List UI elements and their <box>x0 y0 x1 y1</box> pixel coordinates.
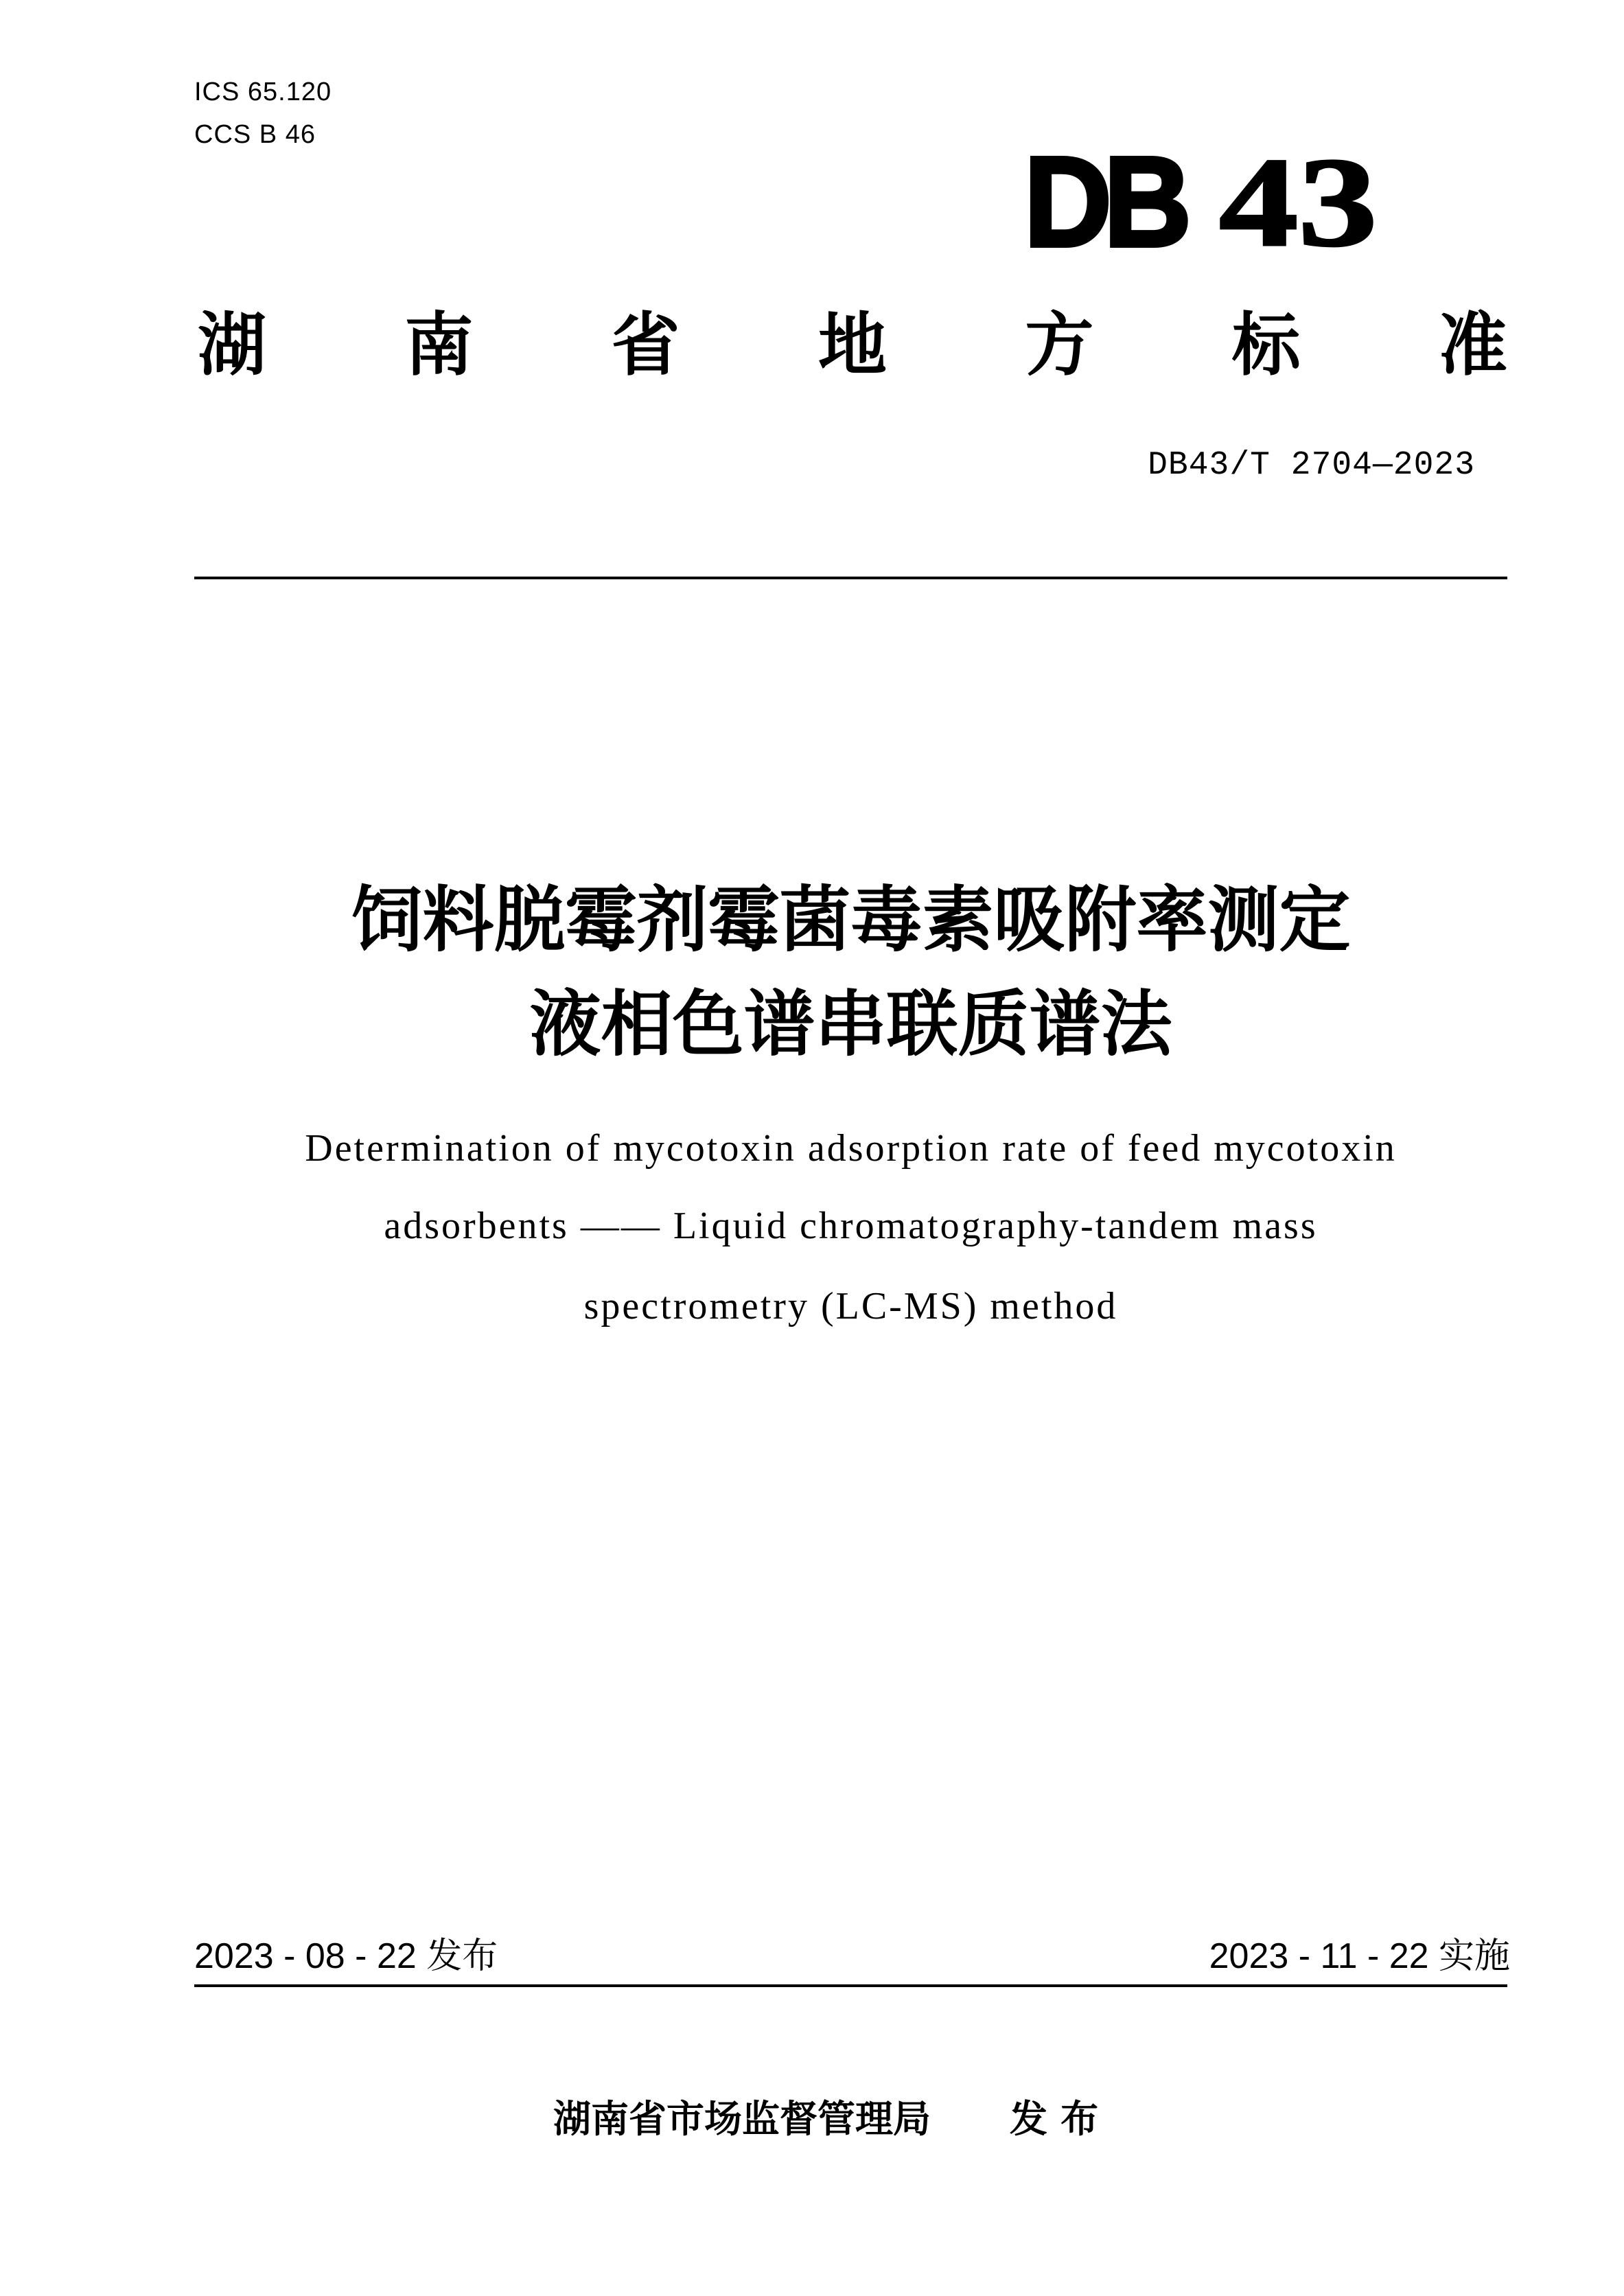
footer-divider <box>194 1984 1507 1987</box>
chinese-title-line-2: 液相色谱串联质谱法 <box>529 982 1172 1066</box>
db-logo-prefix: DB <box>1024 131 1184 273</box>
standard-type-heading <box>198 305 1507 385</box>
db-logo-code: 43 <box>1219 132 1378 273</box>
english-title-line-3: spectrometry (LC-MS) method <box>583 1285 1118 1327</box>
standard-type-char: 南 <box>404 305 474 385</box>
english-title-line-2: adsorbents —— Liquid chromatography-tandem mass <box>384 1205 1318 1247</box>
ccs-code: CCS B 46 <box>194 120 316 149</box>
standard-type-char: 方 <box>1025 305 1094 385</box>
effective-date: 2023 - 11 - 22 实施 <box>1209 1936 1510 1976</box>
standard-type-char: 省 <box>611 305 680 385</box>
issue-date: 2023 - 08 - 22 发布 <box>194 1936 498 1976</box>
standard-type-char: 标 <box>1231 305 1301 385</box>
ics-code: ICS 65.120 <box>194 78 332 106</box>
issuer-action: 发 布 <box>1010 2097 1099 2141</box>
standard-type-char: 地 <box>817 305 887 385</box>
standard-number: DB43/T 2704—2023 <box>1148 447 1475 484</box>
header-divider <box>194 577 1507 579</box>
english-title-line-1: Determination of mycotoxin adsorption rate of feed mycotoxin <box>305 1127 1397 1170</box>
issuer-name: 湖南省市场监督管理局 <box>553 2097 931 2141</box>
standard-type-char: 湖 <box>198 305 266 385</box>
chinese-title-line-1: 饲料脱霉剂霉菌毒素吸附率测定 <box>351 878 1351 962</box>
standard-type-char: 准 <box>1438 305 1507 385</box>
